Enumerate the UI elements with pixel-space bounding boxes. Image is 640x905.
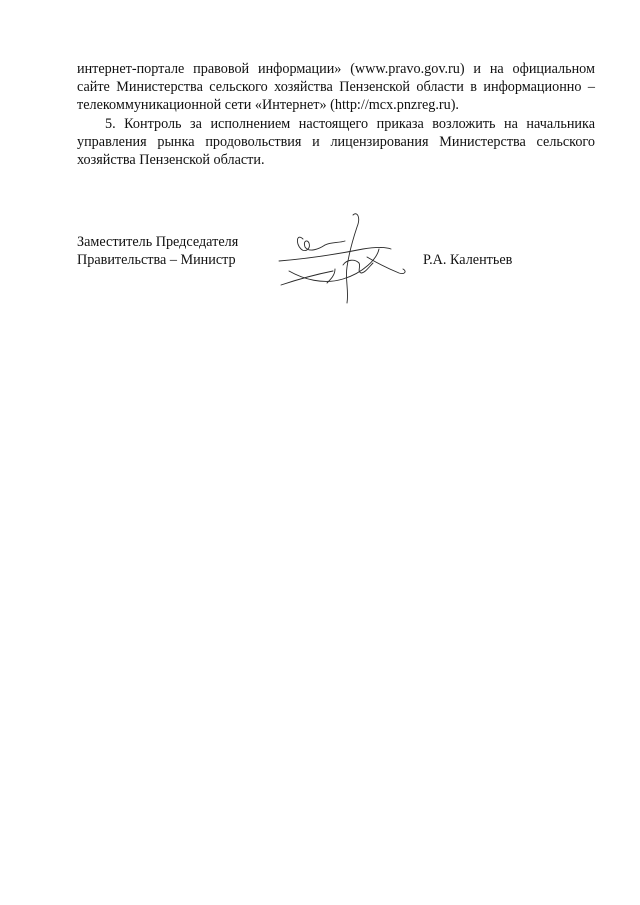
document-body <box>77 60 595 169</box>
signatory-title <box>77 233 277 269</box>
paragraph-control-item-5: 5. Контроль за исполнением настоящего приказа возложить на начальника управления рынка продовольствия и лицензирования Министерства сельского хозяйства Пензенской области. <box>77 115 595 169</box>
paragraph-publication: интернет-портале правовой информации» (www.pravo.gov.ru) и на официальном сайте Министерства сельского хозяйства Пензенской области в информационно – телекоммуникационной сети «Интернет» (http://mcx.pnzreg.ru). <box>77 61 595 114</box>
signatory-name: Р.А. Калентьев <box>423 252 513 268</box>
signature-block <box>77 233 597 333</box>
signatory-title-line-2: Правительства – Министр <box>77 252 236 269</box>
handwritten-signature <box>273 209 413 305</box>
signatory-title-line-1: Заместитель Председателя <box>77 234 239 250</box>
